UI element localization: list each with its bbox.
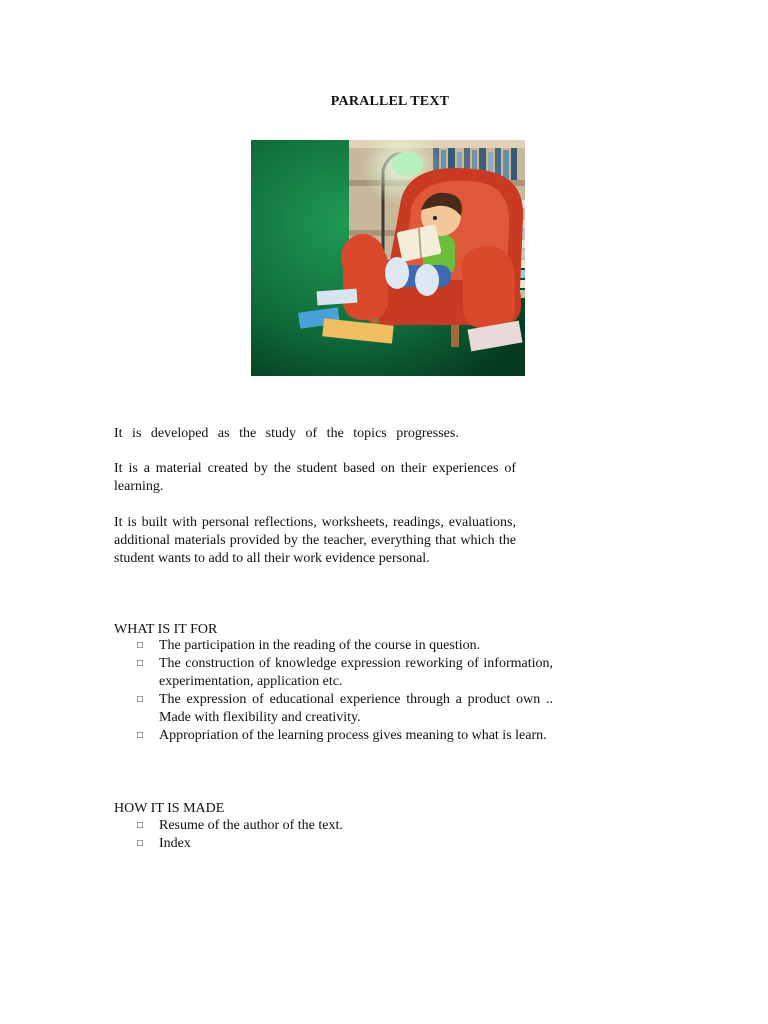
paragraph-3: It is built with personal reflections, worksheets, readings, evaluations, additional materials provided by the teacher, everything that which the student wants to add to all their work evidence personal. [114, 515, 516, 566]
list-item-text: Resume of the author of the text. [159, 818, 343, 833]
list-item-text: The construction of knowledge expression reworking of information, experimentation, application etc. [159, 656, 553, 689]
how-it-is-made-list [137, 817, 553, 853]
what-is-it-for-list [137, 637, 553, 745]
checkbox-bullet-icon: □ [137, 640, 144, 651]
list-item [137, 637, 553, 655]
list-item [137, 655, 553, 691]
paragraph-2: It is a material created by the student based on their experiences of learning. [114, 461, 516, 494]
checkbox-bullet-icon: □ [137, 658, 144, 669]
section-heading-what-is-it-for: WHAT IS IT FOR [114, 622, 218, 637]
document-title: PARALLEL TEXT [330, 94, 450, 109]
list-item [137, 691, 553, 727]
checkbox-bullet-icon: □ [137, 820, 144, 831]
lamp-shade [391, 152, 423, 176]
list-item [137, 727, 553, 745]
list-item-text: Appropriation of the learning process gives meaning to what is learn. [159, 728, 547, 743]
list-item-text: The participation in the reading of the course in question. [159, 638, 481, 653]
paragraph-1: It is developed as the study of the topics progresses. [114, 426, 459, 441]
list-item-text: The expression of educational experience through a product own .. Made with flexibility and creativity. [159, 692, 553, 725]
section-heading-how-it-is-made: HOW IT IS MADE [114, 801, 225, 816]
list-item [137, 835, 553, 853]
list-item-text: Index [159, 836, 191, 851]
checkbox-bullet-icon: □ [137, 730, 144, 741]
list-item [137, 817, 553, 835]
checkbox-bullet-icon: □ [137, 694, 144, 705]
checkbox-bullet-icon: □ [137, 838, 144, 849]
boy-reading-illustration [251, 140, 525, 376]
